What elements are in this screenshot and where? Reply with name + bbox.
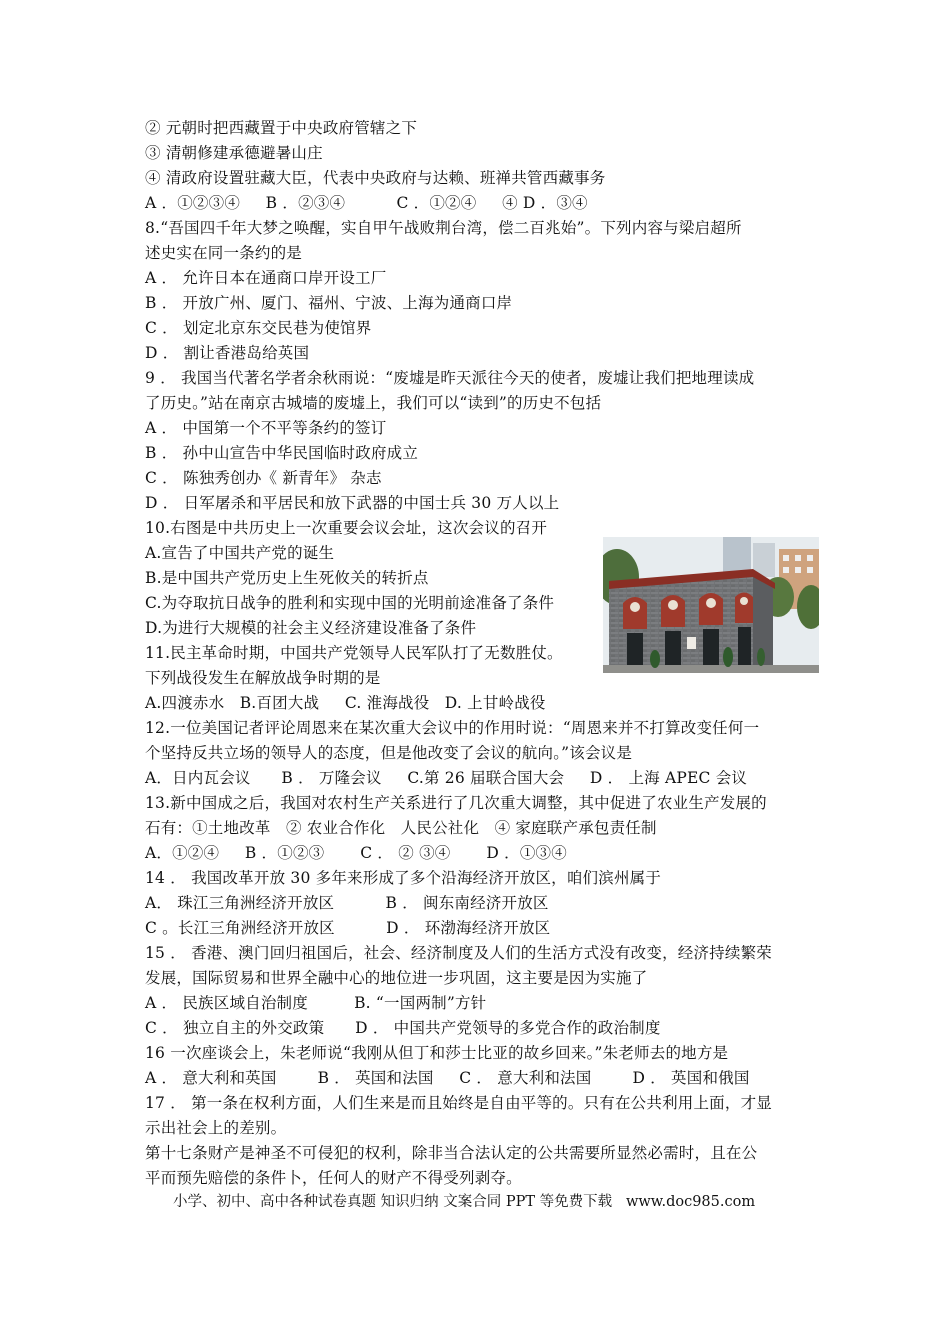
option-line: D ． 割让香港岛给英国 xyxy=(145,344,310,362)
option-line: C 。长江三角洲经济开放区 D ． 环渤海经济开放区 xyxy=(145,919,551,937)
text-line: 个坚持反共立场的领导人的态度，但是他改变了会议的航向。”该会议是 xyxy=(145,744,633,762)
option-line: A． 珠江三角洲经济开放区 B ． 闽东南经济开放区 xyxy=(145,894,549,912)
text-line: 示出社会上的差别。 xyxy=(145,1119,287,1137)
text-line: ② 元朝时把西藏置于中央政府管辖之下 xyxy=(145,119,418,137)
question-15: 15 ． 香港、澳门回归祖国后，社会、经济制度及人们的生活方式没有改变，经济持续繁荣 xyxy=(145,944,772,962)
option-line: A.宣告了中国共产党的诞生 xyxy=(145,544,335,562)
question-13: 13.新中国成之后，我国对农村生产关系进行了几次重大调整，其中促进了农业生产发展的 xyxy=(145,794,767,812)
option-line: B ． 孙中山宣告中华民国临时政府成立 xyxy=(145,444,419,462)
question-10: 10.右图是中共历史上一次重要会议会址，这次会议的召开 xyxy=(145,519,548,537)
option-line: B ． 开放广州、厦门、福州、宁波、上海为通商口岸 xyxy=(145,294,513,312)
page-footer: 小学、初中、高中各种试卷真题 知识归纳 文案合同 PPT 等免费下载 www.doc985.com xyxy=(173,1194,756,1210)
option-line: A．①②④ B ．①②③ C ． ② ③④ D ．①③④ xyxy=(145,844,567,862)
option-line: A．日内瓦会议 B ． 万隆会议 C.第 26 届联合国大会 D ． 上海 APEC 会议 xyxy=(145,769,748,787)
question-16: 16 一次座谈会上，朱老师说“我刚从但丁和莎士比亚的故乡回来。”朱老师去的地方是 xyxy=(145,1044,729,1062)
text-line: 发展，国际贸易和世界全融中心的地位进一步巩固，这主要是因为实施了 xyxy=(145,969,648,987)
option-line: C ． 陈独秀创办《 新青年》 杂志 xyxy=(145,469,382,487)
text-line: ③ 清朝修建承德避暑山庄 xyxy=(145,144,323,162)
text-line: 了历史。”站在南京古城墙的废墟上，我们可以“读到”的历史不包括 xyxy=(145,394,602,412)
meeting-site-photo xyxy=(603,537,819,673)
text-line: 石有：①土地改革 ② 农业合作化 人民公社化 ④ 家庭联产承包责任制 xyxy=(145,819,657,837)
question-14: 14 ． 我国改革开放 30 多年来形成了多个沿海经济开放区，咱们滨州属于 xyxy=(145,869,662,887)
option-line: C ． 独立自主的外交政策 D ． 中国共产党领导的多党合作的政治制度 xyxy=(145,1019,661,1037)
option-line: A ． 允许日本在通商口岸开设工厂 xyxy=(145,269,387,287)
text-line: 平而预先赔偿的条件卜，任何人的财产不得受列剥夺。 xyxy=(145,1169,522,1187)
option-line: C.为夺取抗日战争的胜利和实现中国的光明前途准备了条件 xyxy=(145,594,555,612)
question-8: 8.“吾国四千年大梦之唤醒，实自甲午战败荆台湾，偿二百兆始”。下列内容与梁启超所 xyxy=(145,219,742,237)
text-line: 下列战役发生在解放战争时期的是 xyxy=(145,669,381,687)
question-9: 9 ． 我国当代著名学者余秋雨说：“废墟是昨天派往今天的使者，废墟让我们把地理读成 xyxy=(145,369,755,387)
option-line: D ． 日军屠杀和平居民和放下武器的中国士兵 30 万人以上 xyxy=(145,494,560,512)
option-line: C ． 划定北京东交民巷为使馆界 xyxy=(145,319,372,337)
text-line: A ．①②③④ B ．②③④ C ．①②④ ④ D ．③④ xyxy=(145,194,588,212)
option-line: A ． 中国第一个不平等条约的签订 xyxy=(145,419,387,437)
question-17: 17 ． 第一条在权利方面，人们生来是而且始终是自由平等的。只有在公共利用上面，才显 xyxy=(145,1094,772,1112)
text-line: 第十七条财产是神圣不可侵犯的权利，除非当合法认定的公共需要所显然必需时，且在公 xyxy=(145,1144,758,1162)
option-line: B.是中国共产党历史上生死攸关的转折点 xyxy=(145,569,429,587)
option-line: A ． 意大利和英国 B ． 英国和法国 C ． 意大利和法国 D ． 英国和俄国 xyxy=(145,1069,750,1087)
question-12: 12.一位美国记者评论周恩来在某次重大会议中的作用时说：“周恩来并不打算改变任何一 xyxy=(145,719,760,737)
option-line: D.为进行大规模的社会主义经济建设准备了条件 xyxy=(145,619,477,637)
text-line: 述史实在同一条约的是 xyxy=(145,244,303,262)
option-line: A.四渡赤水 B.百团大战 C. 淮海战役 D. 上甘岭战役 xyxy=(145,694,546,712)
text-line: ④ 清政府设置驻藏大臣，代表中央政府与达赖、班禅共管西藏事务 xyxy=(145,169,606,187)
question-11: 11.民主革命时期，中国共产党领导人民军队打了无数胜仗。 xyxy=(145,644,563,662)
option-line: A ． 民族区域自治制度 B. “一国两制”方针 xyxy=(145,994,487,1012)
